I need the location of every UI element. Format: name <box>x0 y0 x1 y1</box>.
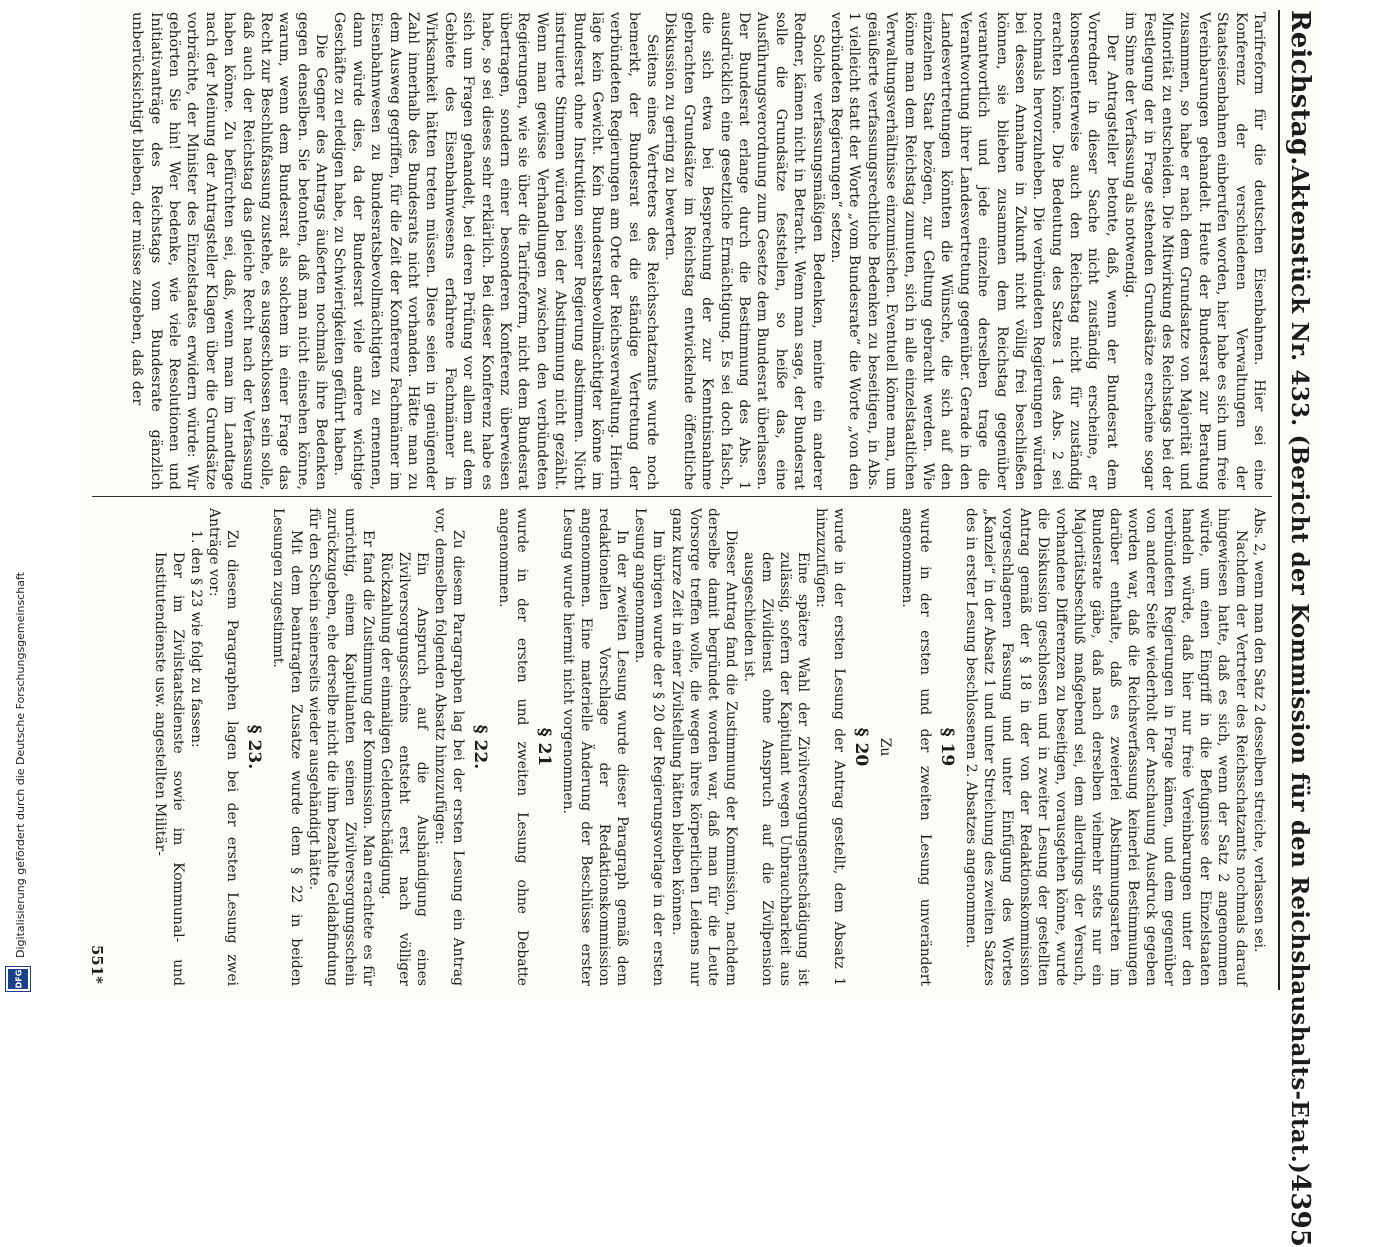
paragraph: wurde in der ersten und der zweiten Lesung unverändert angenommen. <box>898 508 933 986</box>
paragraph: Tarifreform für die deutschen Eisenbahnen. Hier sei eine Konferenz der verschiedenen Verwaltungen der Staatseisenbahnen einberufen worden, hier habe es sich um freie Vereinbarungen gehandelt. Heute der Bundesrat zur Beratung zusammen, so habe er nach dem Grundsatze von Majorität und Minorität zu entscheiden. Die Mitwirkung des Reichstags bei der Festlegung der in Frage stehenden Grundsätze erscheine sogar im Sinne der Verfassung als notwendig. <box>1122 12 1267 490</box>
section-heading: § 20 <box>850 727 871 767</box>
quoted-text: Ein Anspruch auf die Aushändigung eines Zivilversorgungsscheins entsteht erst nach völliger Rückzahlung der einmaligen Geldentschädigung. <box>378 552 431 986</box>
paragraph: Nachdem der Vertreter des Reichsschatzamts nochmals darauf hingewiesen hatte, daß es sich, wenn der Satz 2 angenommen würde, um einen Eingriff in die Befugnisse der Einzelstaaten handeln würde, daß hier nur freie Vereinbarungen unter den verbündeten Regierungen in Frage kämen, und dem gegenüber von anderer Seite wiederholt der Anschauung Ausdruck gegeben worden war, daß die Reichsverfassung keinerlei Bestimmungen darüber enthalte, daß es zweierlei Abstimmungsarten im Bundesrate gäbe, daß nach derselben vielmehr stets nur ein Majoritätsbeschluß maßgebend sei, dem allerdings der Versuch, vorhandene Differenzen zu beseitigen, vorausgehen könne, wurde die Diskussion geschlossen und in zweiter Lesung der gestellten Antrag gemäß der § 18 in der von der Redaktionskommission vorgeschlagenen Fassung und unter Einfügung des Wortes „Kanzlei“ in der Absatz 1 und unter Streichung des zweiten Satzes des in erster Lesung beschlossenen 2. Absatzes angenommen. <box>962 508 1249 986</box>
paragraph: Im übrigen wurde der § 20 der Regierungsvorlage in der ersten Lesung angenommen. <box>632 508 667 986</box>
list-item: 1. den § 23 wie folgt zu fassen: <box>188 530 205 748</box>
credit-strip <box>0 0 60 1000</box>
dfg-logo-icon <box>5 966 31 992</box>
header-title: Aktenstück Nr. 433. (Bericht der Kommission für den Reichshaushalts-Etat.) <box>1286 165 1314 1175</box>
footer-page-number: 551* <box>88 944 106 984</box>
quoted-text: Der im Zivilstaatsdienste sowie im Kommunal- und Institutendienste usw. angestellten Militär- <box>152 552 187 986</box>
section-heading: § 21 <box>534 727 555 767</box>
paragraph: Der Antragsteller betonte, daß, wenn der Bundesrat dem Vorredner in dieser Sache nicht zuständig erscheine, er konsequenterweise auch den Reichstag nicht für zuständig erachten könne. Die Bedeutung des Satzes 1 des Abs. 2 sei nochmals hervorzuheben. Die verbündeten Regierungen würden bei dessen Annahme in Zukunft nicht völlig frei beschließen können, sie blieben zusammen dem Reichstag gegenüber verantwortlich und jede einzelne derselben trage die Verantwortung ihrer Landesvertretung gegenüber. Gerade in den Landesvertretungen könnten die Wünsche, die sich auf den einzelnen Staat bezögen, zur Geltung gebracht werden. Wie könne man dem Reichstag zumuten, sich in alle einzelstaatlichen Verwaltungsverhältnisse einzumischen. Eventuell könne man, um geäußerte verfassungsrechtliche Bedenken zu beseitigen, in Abs. 1 vielleicht statt der Worte „vom Bundesrate“ die Worte „von den verbündeten Regierungen“ setzen. <box>828 12 1120 490</box>
paragraph: Er fand die Zustimmung der Kommission. Man erachtete es für unrichtig, einem Kapitulanten seinen Zivilversorgungsschein zurückzugeben, ehe derselbe nicht die ihm bezahlte Geldabfindung für den Schein seinerseits wieder ausgehändigt hätte. <box>306 508 377 986</box>
paragraph: Seitens eines Vertreters des Reichsschatzamts wurde noch bemerkt, der Bundesrat sei die ständige Vertretung der verbündeten Regierungen am Orte der Reichsverwaltung. Hierin läge kein Gewicht. Kein Bundesratsbevollmächtigter könne im Bundesrat ohne Instruktion seiner Regierung abstimmen. Nicht instruierte Stimmen würden bei der Abstimmung nicht gezählt. Wenn man gewisse Verhandlungen zwischen den verbündeten Regierungen, wie sie über die Tarifreform, nicht dem Bundesrat übertragen, sondern einer besonderen Konferenz überweisen habe, so sei dieses sehr erklärlich. Bei dieser Konferenz habe es sich um Fragen gehandelt, bei deren Prüfung vor allem auf dem Gebiete des Eisenbahnwesens erfahrene Fachmänner in Wirksamkeit hätten treten müssen. Diese seien in genügender Zahl innerhalb des Bundesrats nicht vorhanden. Hätte man zu dem Ausweg gegriffen, für die Zeit der Konferenz Fachmänner im Eisenbahnwesen zu Bundesratsbevollmächtigten zu ernennen, dann würde dies, da der Bundesrat viele andere wichtige Geschäfte zu erledigen habe, zu Schwierigkeiten geführt haben. <box>331 12 661 490</box>
section-heading: § 23. <box>244 724 265 770</box>
header-left: Reichstag. <box>1285 10 1315 166</box>
right-column <box>151 508 1268 986</box>
paragraph: wurde in der ersten Lesung der Antrag gestellt, dem Absatz 1 hinzuzufügen: <box>812 508 847 986</box>
paragraph: Zu diesem Paragraphen lagen bei der ersten Lesung zwei Anträge vor: <box>206 508 241 986</box>
paragraph: Solche verfassungsmäßigen Bedenken, meinte ein anderer Redner, kämen nicht in Betracht. Wenn man sage, der Bundesrat solle die Grundsätze feststellen, so heiße das, eine Ausführungsverordnung zum Gesetze dem Bundesrat überlassen. Der Bundesrat erlange durch die Bestimmung des Abs. 1 ausdrücklich eine gesetzliche Ermächtigung. Es sei doch falsch, die sich etwa bei Besprechung der zur Kenntnisnahme gebrachten Grundsätze im Reichstag entwickelnde öffentliche Diskussion zu gering zu bewerten. <box>662 12 826 490</box>
section-heading: § 22. <box>470 724 491 770</box>
scanned-page <box>80 0 1320 1247</box>
paragraph: Abs. 2, wenn man den Satz 2 desselben streiche, verlassen sei. <box>1251 508 1267 953</box>
paragraph: Dieser Antrag fand die Zustimmung der Kommission, nachdem derselbe damit begründet worden war, daß man für die Leute Vorsorge treffen wolle, die wegen ihres körperlichen Leidens nur ganz kurze Zeit in einer Zivilstellung hätten bleiben können. <box>668 508 739 986</box>
header-page-number: 4395 <box>1285 1174 1315 1247</box>
paragraph: In der zweiten Lesung wurde dieser Paragraph gemäß dem redaktionellen Vorschlage der Redaktionskommission angenommen. Eine materielle Änderung der Beschlüsse erster Lesung wurde hiermit nicht vorgenommen. <box>560 508 631 986</box>
section-heading: § 19 <box>936 727 957 767</box>
page-content <box>80 0 1320 1247</box>
credit-text: Digitalisierung gefördert durch die Deutsche Forschungsgemeinschaft <box>14 572 27 958</box>
paragraph: Mit dem beantragten Zusatze wurde dem § 22 in beiden Lesungen zugestimmt. <box>270 508 305 986</box>
section-intro: Zu <box>876 737 893 757</box>
paragraph: Zu diesem Paragraphen lag bei der ersten Lesung ein Antrag vor, demselben folgenden Absatz hinzuzufügen: <box>432 508 467 986</box>
dfg-logo-text: DFG <box>14 969 24 989</box>
quoted-text: Eine spätere Wahl der Zivilversorgungsentschädigung ist zulässig, sofern der Kapitulant wegen Unbrauchbarkeit aus dem Zivildienst ohne Anspruch auf die Zivilpension ausgeschieden ist. <box>740 552 811 986</box>
paragraph: Die Gegner des Antrags äußerten nochmals ihre Bedenken gegen denselben. Sie betonten, daß man nicht einsehen könne, warum, wenn dem Bundesrat als solchem in einer Frage das Recht zur Beschlußfassung zustehe, es ausgeschlossen sein solle, daß auch der Reichstag das gleiche Recht nach der Verfassung haben könne. Zu befürchten sei, daß, wenn man im Landtage nach der Meinung der Antragsteller Klagen über die Grundsätze vorbrächte, der Minister des Einzelstaates erwidern würde: Wir gehörten Sie hin! Wer bedenke, wie viele Resolutionen und Initiativanträge des Reichstags vom Bundesrate gänzlich unberücksichtigt blieben, der müsse zugeben, daß der <box>129 12 330 490</box>
page-header <box>1278 10 1320 1247</box>
left-column <box>128 12 1268 490</box>
column-divider <box>92 496 1272 497</box>
paragraph: wurde in der ersten und zweiten Lesung ohne Debatte angenommen. <box>496 508 531 986</box>
